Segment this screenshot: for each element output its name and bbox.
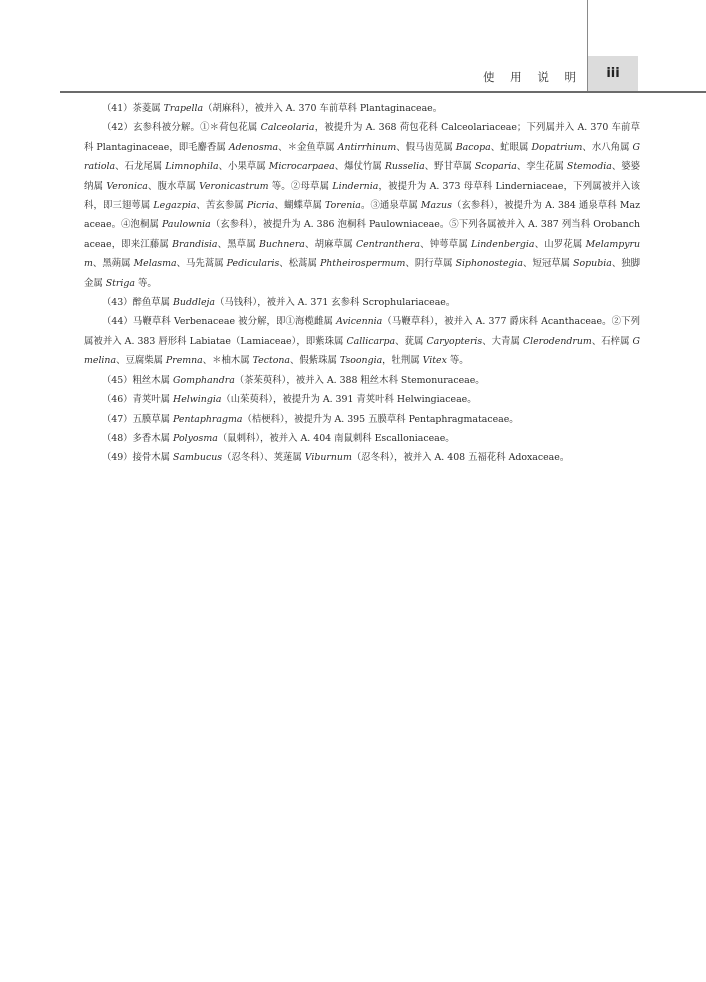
taxon-name: Polyosma [173,432,218,444]
taxon-name: Viburnum [304,452,352,464]
taxon-name: Microcarpaea [268,161,335,173]
taxon-name: Sambucus [173,452,223,464]
taxon-name: Melasma [133,258,177,270]
taxon-name: Dopatrium [531,141,583,153]
taxon-name: Torenia [325,200,361,212]
running-header-title: 使 用 说 明 [483,70,582,84]
taxon-name: Brandisia [172,238,218,250]
text-run: 、＊柚木属 [202,355,253,367]
text-run: ，被提升为 A. 373 母草科 Linderniaceae，下列属被并入该科，即三翅萼属 [84,180,640,212]
taxon-name: Buddleja [173,297,216,309]
text-run: （山茱萸科），被提升为 A. 391 青荚叶科 Helwingiaceae。 [221,394,477,406]
taxon-name: Melampyrum [84,238,641,270]
text-run: 、石梓属 [591,335,633,347]
text-run: 、莸属 [395,335,427,347]
text-run: （桔梗科），被提升为 A. 395 五膜草科 Pentaphragmataceae。 [242,413,519,425]
text-run: 、野甘草属 [424,161,475,173]
text-run: （43）醉鱼草属 [101,297,174,309]
text-run: 、蝴蝶草属 [274,200,326,212]
paragraph [84,99,640,118]
taxon-name: Striga [105,277,135,289]
text-run: （鼠刺科），被并入 A. 404 南鼠刺科 Escalloniaceae。 [217,432,455,444]
taxon-name: Pedicularis [226,258,280,270]
taxon-name: Paulownia [161,219,211,231]
paragraph [84,410,640,429]
text-run: 、孪生花属 [516,161,567,173]
taxon-name: Legazpia [153,200,197,212]
text-run: 、钟萼草属 [420,238,472,250]
taxon-name: Pentaphragma [173,413,243,425]
paragraph [84,293,640,312]
paragraph [84,118,640,293]
paragraph [84,312,640,370]
taxon-name: Buchnera [259,238,305,250]
text-run: ，牡荆属 [382,355,423,367]
text-run: 、婆婆纳属 [84,161,641,192]
text-run: （48）多香木属 [101,432,174,444]
text-run: 等。 [446,355,469,367]
text-run: 、＊金鱼草属 [278,141,338,153]
page-number: iii [606,66,620,81]
taxon-name: Trapella [163,103,204,114]
taxon-name: Callicarpa [346,335,396,347]
text-run: 、爆仗竹属 [334,161,385,173]
text-run: 等。②母草属 [268,180,333,192]
text-run: （马鞭草科），被并入 A. 377 爵床科 Acanthaceae。②下列属被并入 A. 383 唇形科 Labiatae（Lamiaceae），即紫珠属 [84,316,641,347]
text-run: ，被提升为 A. 368 荷包花科 Calceolariaceae；下列属并入 A. 370 车前草科 Plantaginaceae，即毛麝香属 [84,122,640,153]
taxon-name: Adenosma [228,141,279,153]
text-run: （44）马鞭草科 Verbenaceae 被分解，即①海榄雌属 [101,316,337,328]
taxon-name: Avicennia [336,316,383,328]
header-rule [60,91,706,93]
paragraph [84,390,640,409]
text-run: 、松蒿属 [279,258,320,270]
text-run: 、阴行草属 [405,258,456,270]
text-run: 、腹水草属 [147,180,200,192]
taxon-name: Helwingia [173,394,222,406]
taxon-name: Lindenbergia [471,238,535,250]
text-run: 、水八角属 [582,141,633,153]
taxon-name: Stemodia [566,161,612,173]
text-run: 、独脚金属 [84,258,641,289]
taxon-name: Gratiola [84,141,641,173]
text-run: （47）五膜草属 [101,413,174,425]
text-run: （玄参科），被提升为 A. 386 泡桐科 Paulowniaceae。⑤下列各属被并入 A. 387 列当科 Orobanchaceae，即来江藤属 [84,219,640,250]
taxon-name: Centranthera [355,238,420,250]
taxon-name: Picria [246,200,275,212]
text-run: （茶茱萸科），被并入 A. 388 粗丝木科 Stemonuraceae。 [234,374,485,386]
taxon-name: Premna [165,355,203,367]
taxon-name: Clerodendrum [522,335,592,347]
text-run: （42）玄参科被分解。①＊荷包花属 [101,122,261,134]
text-run: 、小果草属 [218,161,269,173]
text-run: （忍冬科）、荚蒾属 [222,452,305,464]
taxon-name: Calceolaria [260,122,315,134]
text-run: （41）茶菱属 [101,103,164,114]
text-run: （49）接骨木属 [101,452,174,464]
taxon-name: Siphonostegia [455,258,524,270]
text-run: （45）粗丝木属 [101,374,174,386]
text-run: 、短冠草属 [523,258,574,270]
text-run: 、马先蒿属 [176,258,227,270]
text-run: 等。 [135,277,157,289]
taxon-name: Phtheirospermum [319,258,406,270]
text-run: 、虻眼属 [490,141,532,153]
taxon-name: Veronica [106,180,148,192]
text-run: 、胡麻草属 [304,238,356,250]
text-run: 。③通泉草属 [360,200,421,212]
paragraph [84,448,640,467]
text-run: （忍冬科），被并入 A. 408 五福花科 Adoxaceae。 [351,452,570,464]
taxon-name: Russelia [384,161,425,173]
taxon-name: Veronicastrum [199,180,269,192]
taxon-name: Limnophila [165,161,219,173]
text-run: 、山罗花属 [534,238,586,250]
body-text [84,99,640,468]
taxon-name: Scoparia [474,161,517,173]
text-run: 、假马齿苋属 [396,141,456,153]
taxon-name: Antirrhinum [337,141,397,153]
text-run: 、苦玄参属 [196,200,247,212]
text-run: 、豆腐柴属 [116,355,166,367]
taxon-name: Sopubia [573,258,612,270]
text-run: （胡麻科），被并入 A. 370 车前草科 Plantaginaceae。 [203,103,443,114]
text-run: 、假紫珠属 [290,355,340,367]
taxon-name: Caryopteris [426,335,483,347]
taxon-name: Gmelina [84,335,641,367]
taxon-name: Tectona [252,355,291,367]
text-run: 、大青属 [482,335,523,347]
text-run: 、黑蒴属 [92,258,134,270]
paragraph [84,371,640,390]
text-run: 、石龙尾属 [115,161,166,173]
text-run: 、黑草属 [217,238,260,250]
taxon-name: Bacopa [455,141,491,153]
taxon-name: Lindernia [332,180,379,192]
text-run: （马钱科），被并入 A. 371 玄参科 Scrophulariaceae。 [215,297,456,309]
taxon-name: Tsoongia [339,355,383,367]
paragraph [84,429,640,448]
text-run: （玄参科），被提升为 A. 384 通泉草科 Mazaceae。④泡桐属 [84,200,641,231]
taxon-name: Vitex [422,355,447,367]
taxon-name: Gomphandra [173,374,235,386]
taxon-name: Mazus [420,200,452,212]
text-run: （46）青荚叶属 [101,394,174,406]
